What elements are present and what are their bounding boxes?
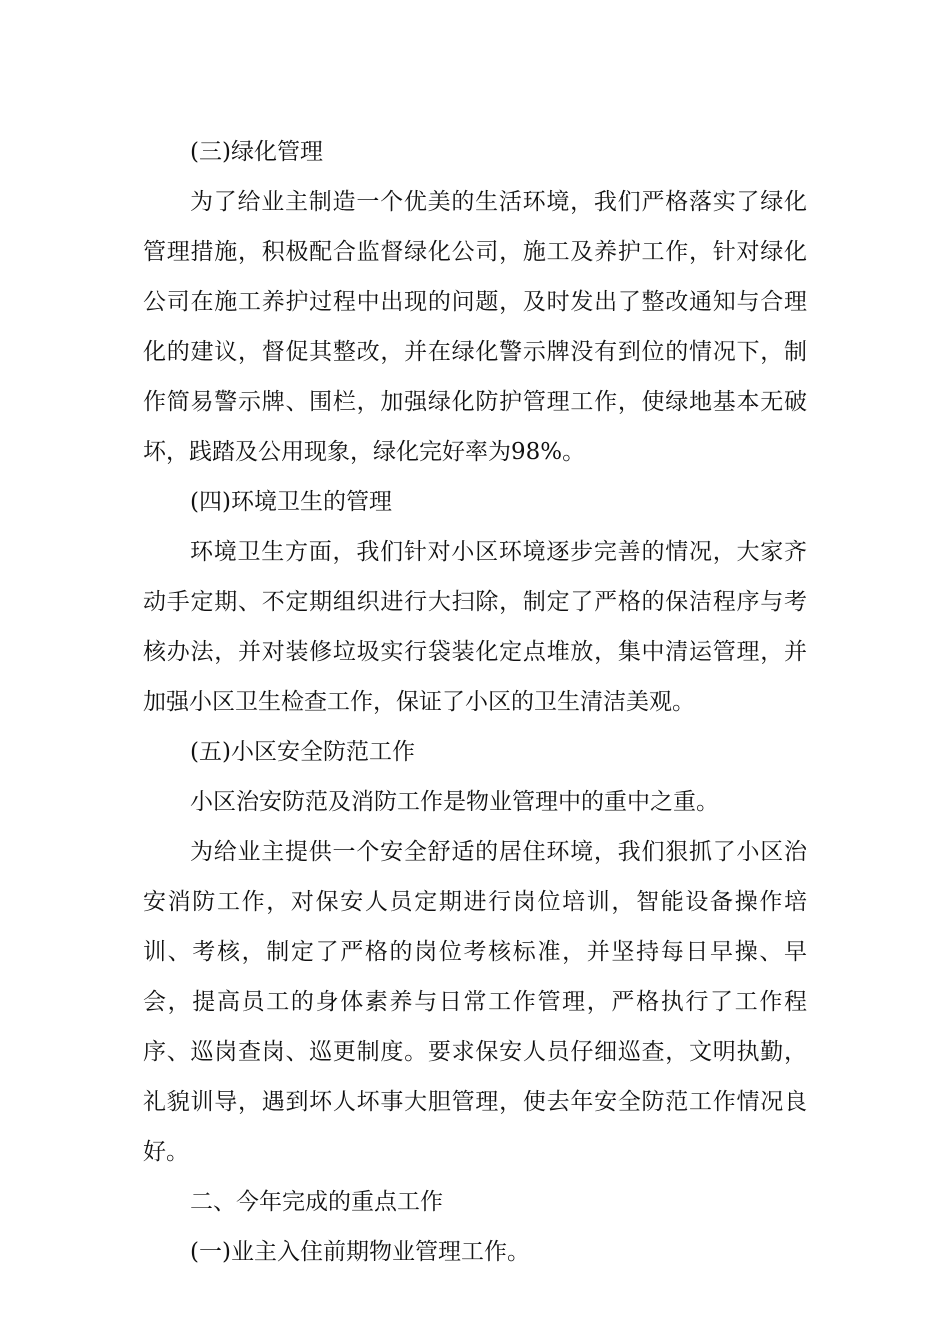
paragraph-sanitation: 环境卫生方面，我们针对小区环境逐步完善的情况，大家齐动手定期、不定期组织进行大扫除，制定了严格的保洁程序与考核办法，并对装修垃圾实行袋装化定点堆放，集中清运管理，并加强小区卫生检查工作，保证了小区的卫生清洁美观。 [143, 539, 807, 715]
paragraph-greening: 为了给业主制造一个优美的生活环境，我们严格落实了绿化管理措施，积极配合监督绿化公司，施工及养护工作，针对绿化公司在施工养护过程中出现的问题，及时发出了整改通知与合理化的建议，督促其整改，并在绿化警示牌没有到位的情况下，制作简易警示牌、围栏，加强绿化防护管理工作，使绿地基本无破坏，践踏及公用现象，绿化完好率为98%。 [143, 189, 807, 465]
section-heading-greening: (三)绿化管理 [190, 139, 323, 165]
section-heading-key-work: 二、今年完成的重点工作 [190, 1189, 443, 1215]
section-heading-pre-occupancy: (一)业主入住前期物业管理工作。 [190, 1239, 530, 1265]
document-body [143, 127, 807, 1277]
paragraph-security-intro: 小区治安防范及消防工作是物业管理中的重中之重。 [190, 789, 719, 815]
section-heading-security: (五)小区安全防范工作 [190, 739, 415, 765]
section-heading-sanitation: (四)环境卫生的管理 [190, 489, 392, 515]
paragraph-security-details: 为给业主提供一个安全舒适的居住环境，我们狠抓了小区治安消防工作，对保安人员定期进行岗位培训，智能设备操作培训、考核，制定了严格的岗位考核标准，并坚持每日早操、早会，提高员工的身体素养与日常工作管理，严格执行了工作程序、巡岗查岗、巡更制度。要求保安人员仔细巡查，文明执勤，礼貌训导，遇到坏人坏事大胆管理，使去年安全防范工作情况良好。 [143, 839, 807, 1165]
